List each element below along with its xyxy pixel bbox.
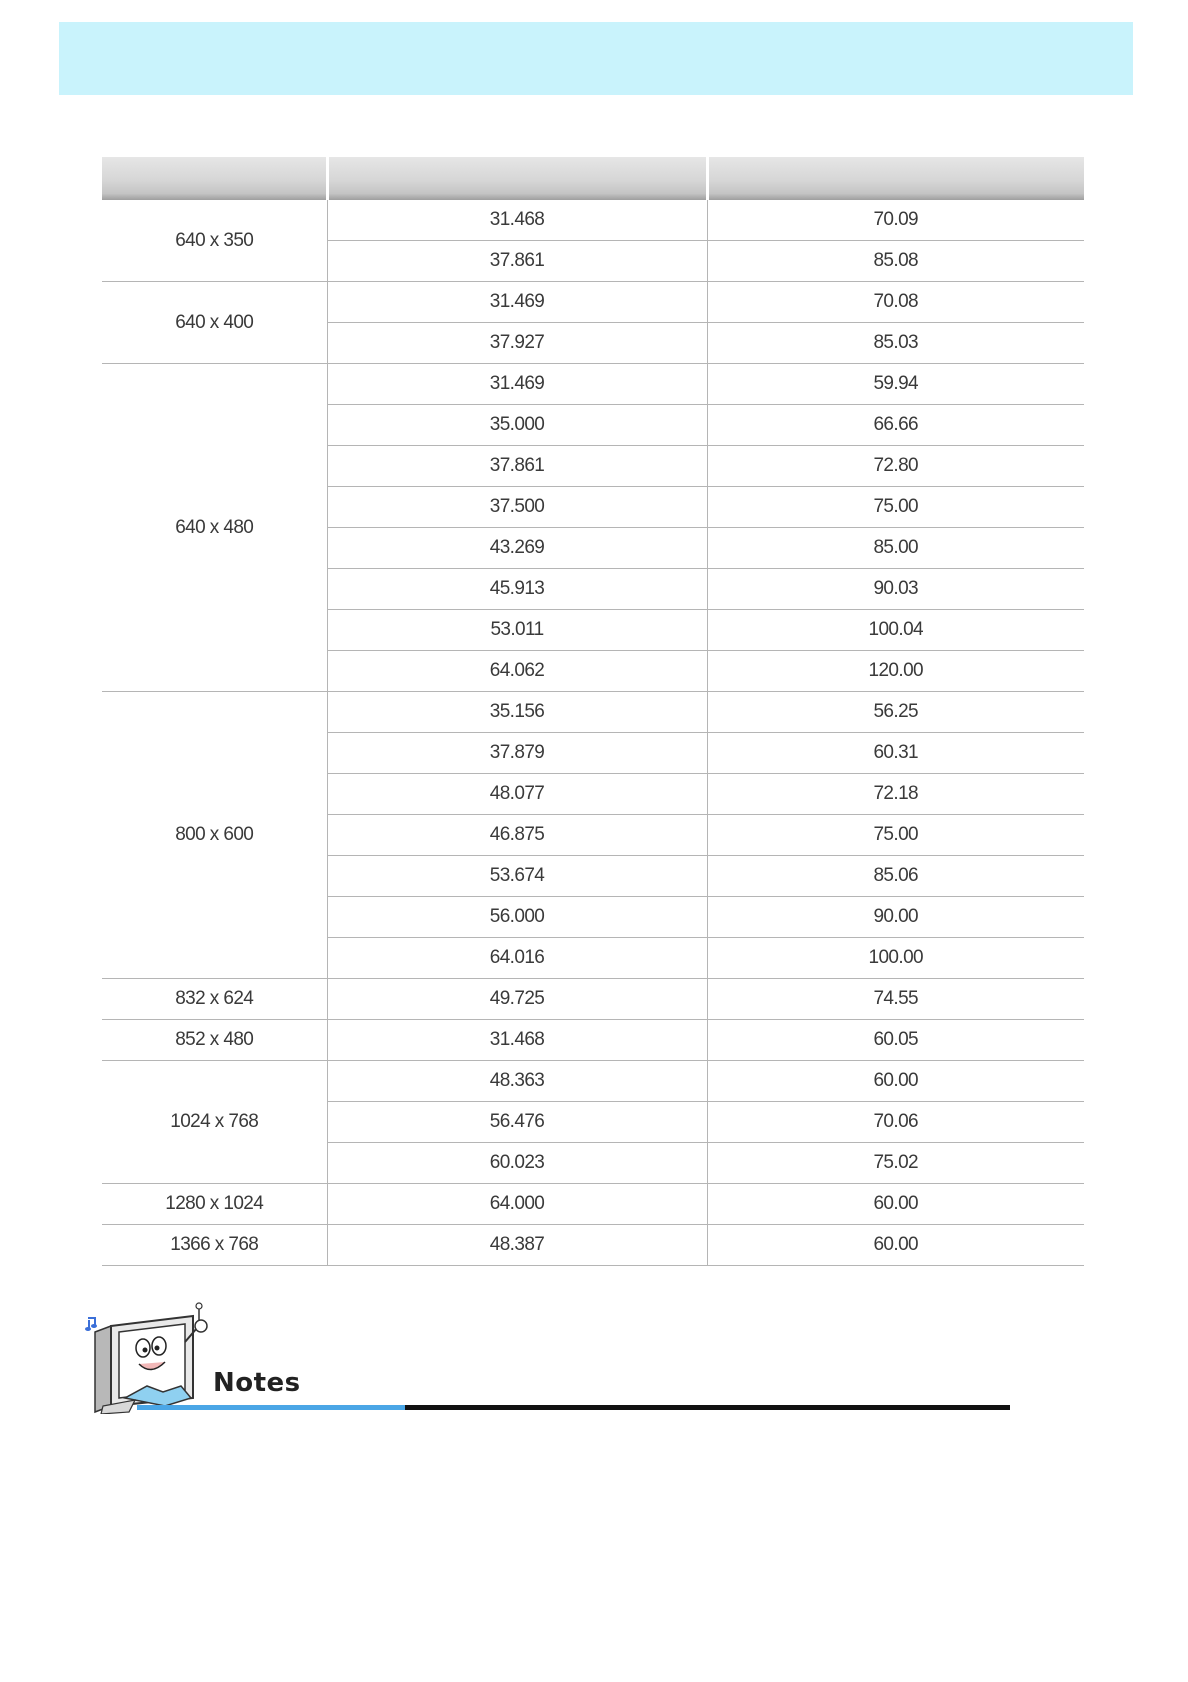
vertical-frequency-cell: 70.09 (707, 200, 1084, 241)
vertical-frequency-cell: 75.02 (707, 1143, 1084, 1184)
horizontal-frequency-cell: 60.023 (327, 1143, 707, 1184)
resolution-cell: 832 x 624 (102, 979, 327, 1020)
resolution-cell: 852 x 480 (102, 1020, 327, 1061)
table-row (102, 282, 1084, 323)
notes-section (85, 1302, 1010, 1414)
resolution-cell: 640 x 480 (102, 364, 327, 692)
table-row (102, 200, 1084, 241)
vertical-frequency-cell: 85.08 (707, 241, 1084, 282)
horizontal-frequency-cell: 37.879 (327, 733, 707, 774)
table-row (102, 1061, 1084, 1102)
notes-underline-accent (137, 1405, 405, 1410)
vertical-frequency-cell: 74.55 (707, 979, 1084, 1020)
vertical-frequency-cell: 120.00 (707, 651, 1084, 692)
table-row (102, 692, 1084, 733)
top-banner (59, 22, 1133, 95)
table-row (102, 1184, 1084, 1225)
notes-underline (405, 1405, 1010, 1410)
vertical-frequency-cell: 60.00 (707, 1061, 1084, 1102)
horizontal-frequency-cell: 37.861 (327, 241, 707, 282)
resolution-cell: 1280 x 1024 (102, 1184, 327, 1225)
horizontal-frequency-cell: 64.000 (327, 1184, 707, 1225)
resolution-cell: 640 x 400 (102, 282, 327, 364)
horizontal-frequency-cell: 48.387 (327, 1225, 707, 1266)
vertical-frequency-cell: 60.05 (707, 1020, 1084, 1061)
resolution-cell: 640 x 350 (102, 200, 327, 282)
vertical-frequency-cell: 100.04 (707, 610, 1084, 651)
vertical-frequency-cell: 72.80 (707, 446, 1084, 487)
table-row (102, 1020, 1084, 1061)
horizontal-frequency-cell: 53.674 (327, 856, 707, 897)
tv-mascot-icon (85, 1302, 215, 1414)
horizontal-frequency-cell: 64.016 (327, 938, 707, 979)
table-row (102, 1225, 1084, 1266)
horizontal-frequency-cell: 43.269 (327, 528, 707, 569)
vertical-frequency-cell: 59.94 (707, 364, 1084, 405)
table-row (102, 364, 1084, 405)
horizontal-frequency-cell: 56.476 (327, 1102, 707, 1143)
vertical-frequency-cell: 60.31 (707, 733, 1084, 774)
horizontal-frequency-cell: 48.077 (327, 774, 707, 815)
horizontal-frequency-cell: 37.861 (327, 446, 707, 487)
horizontal-frequency-cell: 31.469 (327, 364, 707, 405)
table-row (102, 979, 1084, 1020)
horizontal-frequency-cell: 31.468 (327, 1020, 707, 1061)
horizontal-frequency-cell: 37.500 (327, 487, 707, 528)
horizontal-frequency-cell: 53.011 (327, 610, 707, 651)
horizontal-frequency-cell: 37.927 (327, 323, 707, 364)
vertical-frequency-cell: 90.03 (707, 569, 1084, 610)
resolution-cell: 1024 x 768 (102, 1061, 327, 1184)
horizontal-frequency-cell: 31.468 (327, 200, 707, 241)
vertical-frequency-cell: 90.00 (707, 897, 1084, 938)
vertical-frequency-cell: 85.06 (707, 856, 1084, 897)
header-vertical-frequency (707, 157, 1084, 200)
vertical-frequency-cell: 85.03 (707, 323, 1084, 364)
vertical-frequency-cell: 60.00 (707, 1184, 1084, 1225)
vertical-frequency-cell: 70.06 (707, 1102, 1084, 1143)
horizontal-frequency-cell: 48.363 (327, 1061, 707, 1102)
vertical-frequency-cell: 75.00 (707, 815, 1084, 856)
vertical-frequency-cell: 56.25 (707, 692, 1084, 733)
vertical-frequency-cell: 85.00 (707, 528, 1084, 569)
horizontal-frequency-cell: 46.875 (327, 815, 707, 856)
horizontal-frequency-cell: 31.469 (327, 282, 707, 323)
display-modes-table (102, 157, 1084, 1266)
vertical-frequency-cell: 75.00 (707, 487, 1084, 528)
horizontal-frequency-cell: 49.725 (327, 979, 707, 1020)
notes-title: Notes (213, 1368, 301, 1398)
horizontal-frequency-cell: 35.000 (327, 405, 707, 446)
resolution-cell: 800 x 600 (102, 692, 327, 979)
horizontal-frequency-cell: 45.913 (327, 569, 707, 610)
horizontal-frequency-cell: 64.062 (327, 651, 707, 692)
horizontal-frequency-cell: 35.156 (327, 692, 707, 733)
vertical-frequency-cell: 100.00 (707, 938, 1084, 979)
table-header-row (102, 157, 1084, 200)
vertical-frequency-cell: 70.08 (707, 282, 1084, 323)
horizontal-frequency-cell: 56.000 (327, 897, 707, 938)
vertical-frequency-cell: 60.00 (707, 1225, 1084, 1266)
vertical-frequency-cell: 66.66 (707, 405, 1084, 446)
table-body (102, 200, 1084, 1266)
header-horizontal-frequency (327, 157, 707, 200)
resolution-cell: 1366 x 768 (102, 1225, 327, 1266)
vertical-frequency-cell: 72.18 (707, 774, 1084, 815)
header-resolution (102, 157, 327, 200)
